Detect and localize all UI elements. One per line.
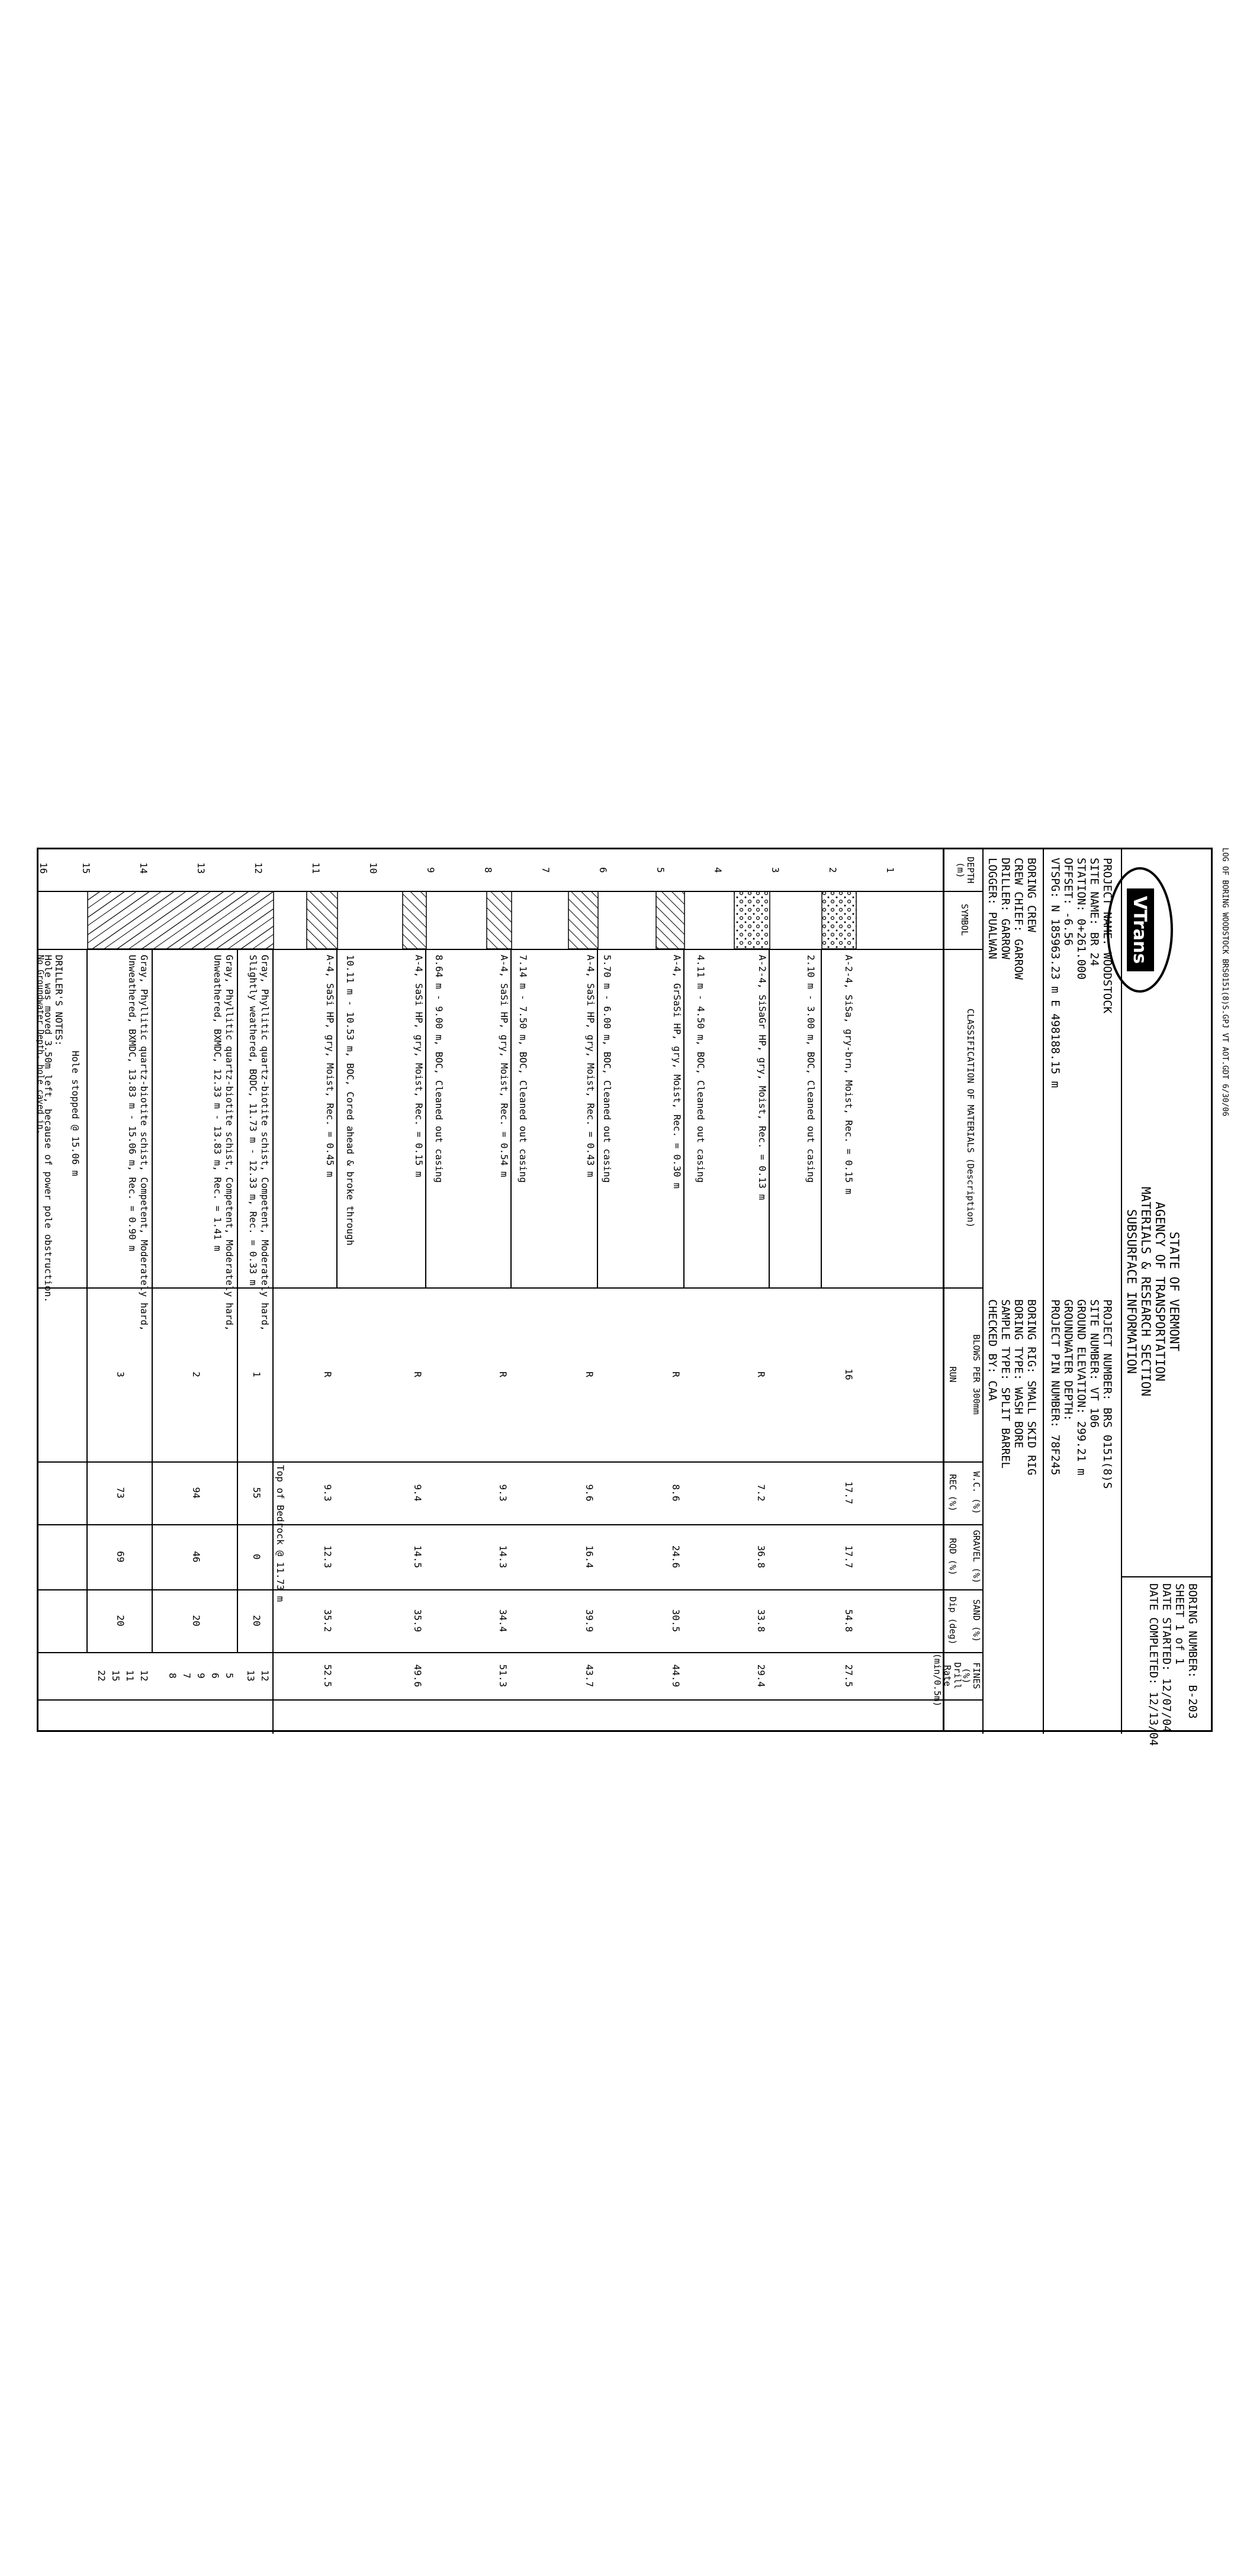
offset: OFFSET: -6.56 <box>1062 858 1075 946</box>
checked-by: CHECKED BY: CAA <box>986 1299 999 1401</box>
fines-value: 52.5 <box>322 1664 333 1688</box>
vtspg-coordinates: VTSPG: N 185963.23 m E 498188.15 m <box>1049 858 1062 1088</box>
boring-log-sheet <box>25 848 1229 1746</box>
layer-description: Gray, Phyllitic quartz-biotite schist, Competent, Moderately hard, <box>259 955 271 1331</box>
depth-tick: 9 <box>425 867 436 873</box>
sand-header: SAND (%) <box>971 1599 982 1643</box>
col-divider <box>37 949 943 950</box>
run-header: RUN <box>947 1366 958 1383</box>
blows-value: R <box>756 1371 767 1377</box>
sand-value: 39.9 <box>584 1609 595 1632</box>
blows-value: R <box>322 1371 333 1377</box>
col-divider <box>37 1589 943 1590</box>
symbol-fill <box>487 891 512 949</box>
depth-tick: 10 <box>368 862 379 874</box>
depth-tick: 1 <box>885 867 896 873</box>
dip-value: 20 <box>191 1615 202 1627</box>
symbol-header: SYMBOL <box>959 903 970 936</box>
drill-rate-value: 8 <box>167 1673 178 1679</box>
wc-header: W.C. (%) <box>971 1471 982 1515</box>
drill-rate-value: 9 <box>195 1673 207 1679</box>
fines-value: 43.7 <box>584 1664 595 1688</box>
boring-type: BORING TYPE: WASH BORE <box>1012 1299 1025 1448</box>
drill-rate-value: 13 <box>245 1670 256 1682</box>
symbol-column <box>37 891 943 949</box>
fines-value: 29.4 <box>756 1664 767 1688</box>
classification-header: CLASSIFICATION OF MATERIALS (Description) <box>965 1008 976 1228</box>
depth-tick: 5 <box>655 867 666 873</box>
gravel-value: 36.8 <box>756 1545 767 1569</box>
depth-tick: 13 <box>195 862 207 874</box>
rec-value: 55 <box>251 1487 262 1499</box>
layer-description: Gray, Phyllitic quartz-biotite schist, Competent, Moderately hard, <box>139 955 150 1331</box>
fines-value: 27.5 <box>843 1664 854 1688</box>
sand-value: 33.8 <box>756 1609 767 1632</box>
sample-type: SAMPLE TYPE: SPLIT BARREL <box>999 1299 1012 1469</box>
gravel-value: 16.4 <box>584 1545 595 1569</box>
layer-line <box>769 949 770 1287</box>
depth-tick: 11 <box>310 862 322 874</box>
header-divider <box>1121 849 1122 1734</box>
symbol-fill <box>403 891 426 949</box>
symbol-fill <box>307 891 338 949</box>
depth-tick: 6 <box>597 867 609 873</box>
blows-value: R <box>497 1371 509 1377</box>
wc-value: 8.6 <box>670 1484 682 1502</box>
blows-value: 16 <box>843 1368 854 1380</box>
rqd-header: RQD (%) <box>947 1538 958 1576</box>
log-body <box>37 848 943 1732</box>
rqd-value: 46 <box>191 1551 202 1563</box>
sheet-number: SHEET 1 of 1 <box>1173 1583 1186 1665</box>
drill-rate-header: Drill Rate (min/0.5m) <box>932 1653 963 1707</box>
crew-chief: CREW CHIEF: GARROW <box>1012 858 1025 980</box>
layer-line <box>821 949 822 1287</box>
wc-value: 9.3 <box>497 1484 509 1502</box>
symbol-fill <box>88 891 274 949</box>
layer-description: 2.10 m - 3.00 m, BOC, Cleaned out casing <box>805 955 817 1183</box>
title-line: MATERIALS & RESEARCH SECTION <box>1139 1186 1153 1396</box>
col-divider <box>37 1461 943 1463</box>
sand-value: 34.4 <box>497 1609 509 1632</box>
col-divider <box>37 1287 943 1289</box>
layer-description: A-4, SaSi HP, gry, Moist, Rec. = 0.15 m <box>413 955 425 1177</box>
wc-value: 17.7 <box>843 1481 854 1505</box>
layer-description: A-4, SaSi HP, gry, Moist, Rec. = 0.43 m <box>585 955 596 1177</box>
drillers-note: Hole was moved 3.50m left, because of power pole obstruction. <box>43 955 54 1303</box>
layer-description: Slightly weathered, BQDC, 11.73 m - 12.33 m, Rec. = 0.33 m <box>248 955 259 1286</box>
groundwater-depth: GROUNDWATER DEPTH: <box>1062 1299 1075 1421</box>
layer-description: A-4, SaSi HP, gry, Moist, Rec. = 0.45 m <box>324 955 336 1177</box>
column-header-divider <box>982 849 984 1734</box>
sand-value: 30.5 <box>670 1609 682 1632</box>
symbol-fill <box>656 891 685 949</box>
gravel-value: 24.6 <box>670 1545 682 1569</box>
rqd-value: 0 <box>251 1554 262 1560</box>
layer-description: A-4, SaSi HP, gry, Moist, Rec. = 0.54 m <box>499 955 510 1177</box>
layer-description: 10.11 m - 10.53 m, BOC, Cored ahead & broke through <box>345 955 356 1246</box>
drillers-note: No Groundwater Depth, hole caved in. <box>36 955 45 1135</box>
symbol-fill <box>568 891 598 949</box>
project-pin-number: PROJECT PIN NUMBER: 78F245 <box>1049 1299 1062 1476</box>
depth-tick: 3 <box>770 867 781 873</box>
gravel-value: 14.3 <box>497 1545 509 1569</box>
blows-header: BLOWS PER 300mm <box>971 1334 982 1415</box>
blows-value: R <box>412 1371 423 1377</box>
gravel-value: 14.5 <box>412 1545 423 1569</box>
col-divider <box>941 1699 984 1701</box>
symbol-fill <box>822 891 856 949</box>
bedrock-line <box>272 949 274 1734</box>
run-value: 1 <box>251 1371 262 1377</box>
ground-elevation: GROUND ELEVATION: 299.21 m <box>1075 1299 1088 1476</box>
fines-value: 51.3 <box>497 1664 509 1688</box>
project-number: PROJECT NUMBER: BRS 0151(8)S <box>1101 1299 1114 1489</box>
rec-value: 73 <box>115 1487 126 1499</box>
top-of-bedrock-label: Top of Bedrock @ 11.73 m <box>275 1465 286 1602</box>
gravel-value: 12.3 <box>322 1545 333 1569</box>
drill-rate-value: 15 <box>110 1670 121 1682</box>
drill-rate-value: 12 <box>259 1670 271 1682</box>
footer-text: LOG OF BORING WOODSTOCK BRS0151(8)S.GPJ VT AOT.GDT 6/30/06 <box>1220 848 1229 1116</box>
depth-tick: 2 <box>827 867 838 873</box>
core-run-line <box>152 949 153 1652</box>
blows-value: R <box>670 1371 682 1377</box>
col-divider <box>37 1699 943 1701</box>
gravel-value: 17.7 <box>843 1545 854 1569</box>
layer-line <box>683 949 685 1287</box>
col-divider <box>37 1524 943 1525</box>
depth-tick: 12 <box>253 862 264 874</box>
fines-header: FINES (%) <box>961 1662 982 1689</box>
wc-value: 7.2 <box>756 1484 767 1502</box>
driller: DRILLER: GARROW <box>999 858 1012 959</box>
wc-value: 9.3 <box>322 1484 333 1502</box>
symbol-fill <box>734 891 770 949</box>
depth-tick: 4 <box>712 867 724 873</box>
depth-header: DEPTH (m) <box>955 856 976 884</box>
fines-value: 44.9 <box>670 1664 682 1688</box>
logger: LOGGER: PUALWAN <box>986 858 999 959</box>
depth-tick: 8 <box>483 867 494 873</box>
date-completed: DATE COMPLETED: 12/13/04 <box>1147 1583 1160 1746</box>
drill-rate-value: 22 <box>96 1670 107 1682</box>
wc-value: 9.6 <box>584 1484 595 1502</box>
boring-crew: BORING CREW <box>1025 858 1038 932</box>
station: STATION: 0+261.000 <box>1075 858 1088 980</box>
drill-rate-value: 12 <box>139 1670 150 1682</box>
blows-value: R <box>584 1371 595 1377</box>
layer-description: 5.70 m - 6.00 m, BOC, Cleaned out casing <box>602 955 613 1183</box>
dip-value: 20 <box>115 1615 126 1627</box>
layer-line <box>425 949 426 1287</box>
layer-description: Gray, Phyllitic quartz-biotite schist, Competent, Moderately hard, <box>224 955 235 1331</box>
project-name: PROJECT NAME: WOODSTOCK <box>1101 858 1114 1014</box>
title-line: AGENCY OF TRANSPORTATION <box>1153 1202 1167 1382</box>
rqd-value: 69 <box>115 1551 126 1563</box>
run-value: 2 <box>191 1371 202 1377</box>
layer-line <box>510 949 512 1287</box>
boring-rig: BORING RIG: SMALL SKID RIG <box>1025 1299 1038 1476</box>
layer-description: A-2-4, SiSa, gry-brn, Moist, Rec. = 0.15 m <box>843 955 854 1194</box>
fines-value: 49.6 <box>412 1664 423 1688</box>
header-block <box>932 848 1213 1746</box>
col-divider <box>941 949 984 950</box>
wc-value: 9.4 <box>412 1484 423 1502</box>
logo-text: VTrans <box>1129 896 1150 964</box>
drillers-notes-title: DRILLER'S NOTES: <box>53 955 65 1046</box>
run-value: 3 <box>115 1371 126 1377</box>
core-run-line <box>237 949 238 1652</box>
layer-description: A-4, GrSaSi HP, gry, Moist, Rec. = 0.30 m <box>671 955 683 1189</box>
depth-tick: 14 <box>138 862 149 874</box>
layer-description: A-2-4, SiSaGr HP, gry, Moist, Rec. = 0.13 m <box>757 955 768 1200</box>
layer-description: Unweathered, BXMDC, 12.33 m - 13.83 m, Rec. = 1.41 m <box>212 955 223 1251</box>
drill-rate-value: 7 <box>181 1673 192 1679</box>
layer-description: 8.64 m - 9.00 m, BOC, Cleaned out casing <box>433 955 445 1183</box>
depth-tick: 7 <box>540 867 551 873</box>
rotated-log-content <box>25 848 1229 1746</box>
dip-value: 20 <box>251 1615 262 1627</box>
date-started: DATE STARTED: 12/07/04 <box>1160 1583 1173 1733</box>
site-name: SITE NAME: BR 24 <box>1088 858 1101 967</box>
rec-header: REC (%) <box>947 1474 958 1512</box>
gravel-header: GRAVEL (%) <box>971 1530 982 1584</box>
layer-description: Unweathered, BXMDC, 13.83 m - 15.06 m, Rec. = 0.90 m <box>127 955 138 1251</box>
layer-description: 4.11 m - 4.50 m, BOC, Cleaned out casing <box>695 955 706 1183</box>
layer-line <box>597 949 598 1287</box>
hole-stopped-note: Hole stopped @ 15.06 m <box>70 1051 81 1176</box>
title-line: SUBSURFACE INFORMATION <box>1124 1209 1139 1374</box>
drill-rate-value: 11 <box>124 1670 136 1682</box>
layer-line <box>336 949 338 1287</box>
depth-tick: 15 <box>81 862 92 874</box>
header-divider <box>1122 1576 1211 1577</box>
sand-value: 54.8 <box>843 1609 854 1632</box>
drill-rate-value: 6 <box>210 1673 221 1679</box>
boring-number: BORING NUMBER: B-203 <box>1186 1583 1199 1719</box>
title-line: STATE OF VERMONT <box>1167 1231 1181 1352</box>
drill-rate-value: 5 <box>224 1673 235 1679</box>
core-run-line <box>86 949 88 1652</box>
sand-value: 35.9 <box>412 1609 423 1632</box>
site-number: SITE NUMBER: VT 106 <box>1088 1299 1101 1428</box>
layer-description: 7.14 m - 7.50 m, BOC, Cleaned out casing <box>518 955 529 1183</box>
sand-value: 35.2 <box>322 1609 333 1632</box>
dip-header: Dip (deg) <box>947 1596 958 1645</box>
depth-tick: 16 <box>38 862 49 874</box>
rec-value: 94 <box>191 1487 202 1499</box>
header-divider <box>1043 849 1044 1734</box>
